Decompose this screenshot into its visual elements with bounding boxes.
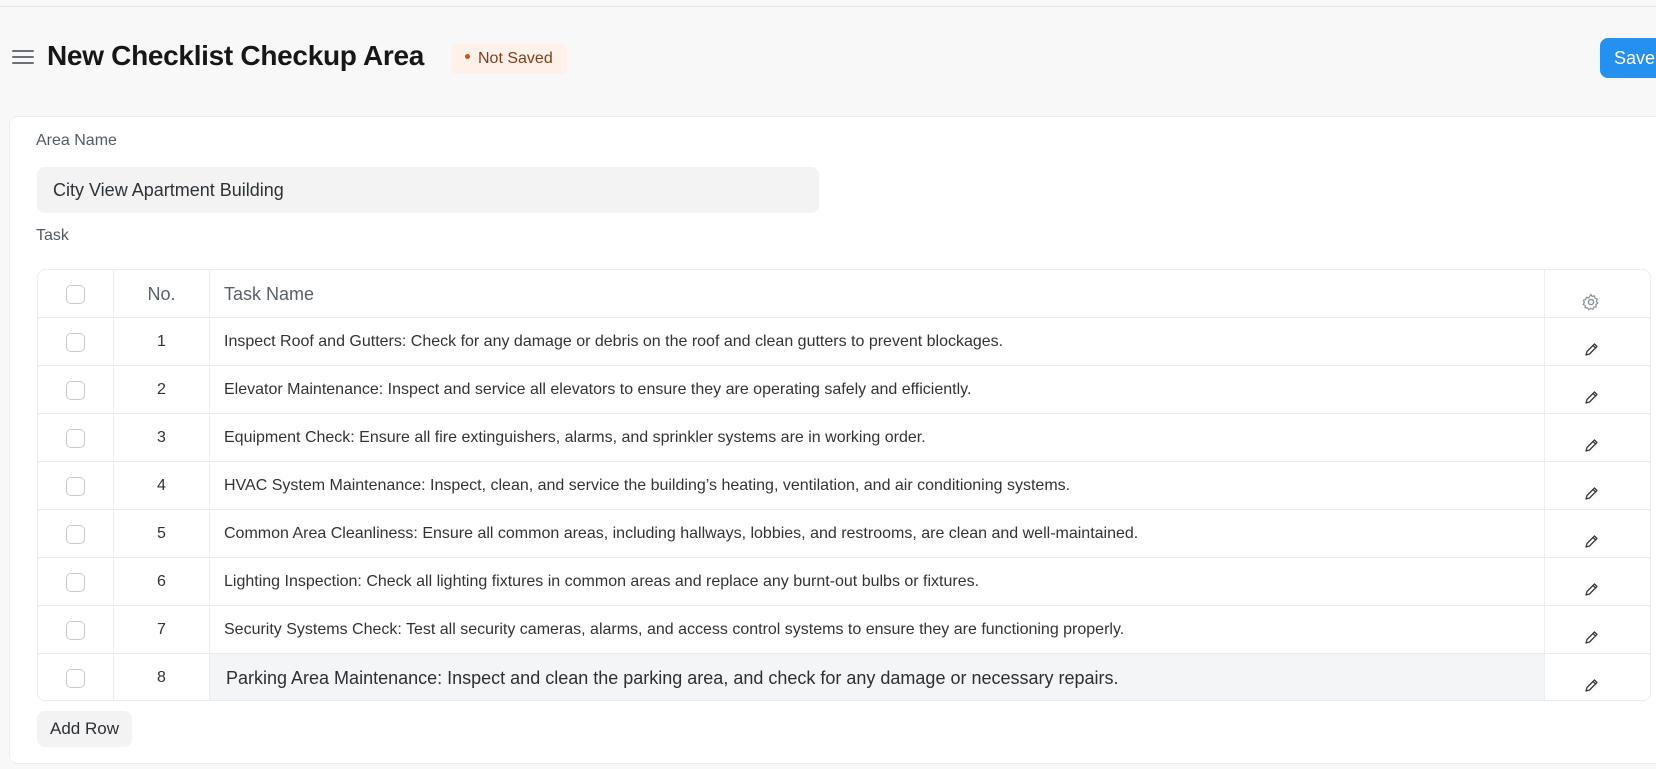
row-check-cell bbox=[38, 366, 114, 414]
page-header bbox=[0, 30, 1656, 86]
column-header-no: No. bbox=[114, 270, 210, 318]
task-name-cell[interactable]: Elevator Maintenance: Inspect and service all elevators to ensure they are operating safely and efficiently. bbox=[210, 366, 1545, 414]
row-number: 4 bbox=[114, 462, 210, 510]
table-row[interactable] bbox=[38, 414, 1651, 462]
row-action-cell bbox=[1545, 606, 1651, 654]
row-check-cell bbox=[38, 654, 114, 701]
hamburger-menu-icon[interactable] bbox=[12, 48, 34, 66]
task-name-cell[interactable]: Security Systems Check: Test all security cameras, alarms, and access control systems to ensure they are functioning properly. bbox=[210, 606, 1545, 654]
row-action-cell bbox=[1545, 414, 1651, 462]
status-badge bbox=[451, 44, 567, 74]
column-header-task-name: Task Name bbox=[210, 270, 1545, 318]
row-checkbox[interactable] bbox=[66, 621, 85, 640]
table-row[interactable] bbox=[38, 366, 1651, 414]
edit-pencil-icon[interactable] bbox=[1581, 428, 1601, 448]
task-name-cell[interactable]: HVAC System Maintenance: Inspect, clean, and service the building’s heating, ventilation, and air conditioning systems. bbox=[210, 462, 1545, 510]
task-name-input[interactable]: Parking Area Maintenance: Inspect and clean the parking area, and check for any damage or necessary repairs. bbox=[210, 654, 1545, 701]
row-checkbox[interactable] bbox=[66, 573, 85, 592]
area-name-label: Area Name bbox=[36, 132, 117, 149]
row-checkbox[interactable] bbox=[66, 333, 85, 352]
edit-pencil-icon[interactable] bbox=[1581, 332, 1601, 352]
edit-pencil-icon[interactable] bbox=[1581, 668, 1601, 688]
row-check-cell bbox=[38, 462, 114, 510]
table-row[interactable] bbox=[38, 318, 1651, 366]
row-number: 6 bbox=[114, 558, 210, 606]
table-row[interactable] bbox=[38, 462, 1651, 510]
status-dot-icon bbox=[465, 54, 470, 59]
row-check-cell bbox=[38, 510, 114, 558]
row-checkbox[interactable] bbox=[66, 669, 85, 688]
row-checkbox[interactable] bbox=[66, 477, 85, 496]
row-number: 8 bbox=[114, 654, 210, 701]
row-checkbox[interactable] bbox=[66, 525, 85, 544]
edit-pencil-icon[interactable] bbox=[1581, 380, 1601, 400]
task-table bbox=[37, 269, 1651, 701]
edit-pencil-icon[interactable] bbox=[1581, 572, 1601, 592]
row-checkbox[interactable] bbox=[66, 381, 85, 400]
header-check-cell bbox=[38, 270, 114, 318]
area-name-field[interactable]: City View Apartment Building bbox=[37, 167, 819, 213]
task-name-cell[interactable]: Lighting Inspection: Check all lighting fixtures in common areas and replace any burnt-out bulbs or fixtures. bbox=[210, 558, 1545, 606]
table-row[interactable] bbox=[38, 510, 1651, 558]
row-number: 7 bbox=[114, 606, 210, 654]
save-button[interactable]: Save bbox=[1600, 38, 1656, 78]
row-number: 1 bbox=[114, 318, 210, 366]
gear-icon[interactable] bbox=[1581, 284, 1601, 304]
row-action-cell bbox=[1545, 366, 1651, 414]
row-action-cell bbox=[1545, 510, 1651, 558]
header-action-cell bbox=[1545, 270, 1651, 318]
row-check-cell bbox=[38, 606, 114, 654]
edit-pencil-icon[interactable] bbox=[1581, 524, 1601, 544]
row-number: 5 bbox=[114, 510, 210, 558]
row-action-cell bbox=[1545, 654, 1651, 701]
table-header-row bbox=[38, 270, 1651, 318]
row-check-cell bbox=[38, 318, 114, 366]
status-badge-label: Not Saved bbox=[478, 50, 553, 67]
table-row[interactable] bbox=[38, 606, 1651, 654]
task-name-cell[interactable]: Common Area Cleanliness: Ensure all common areas, including hallways, lobbies, and restrooms, are clean and well-maintained. bbox=[210, 510, 1545, 558]
row-checkbox[interactable] bbox=[66, 429, 85, 448]
add-row-button[interactable]: Add Row bbox=[37, 711, 132, 747]
row-number: 3 bbox=[114, 414, 210, 462]
form-card bbox=[9, 116, 1656, 764]
row-check-cell bbox=[38, 414, 114, 462]
row-number: 2 bbox=[114, 366, 210, 414]
task-name-cell[interactable]: Inspect Roof and Gutters: Check for any damage or debris on the roof and clean gutters to prevent blockages. bbox=[210, 318, 1545, 366]
row-check-cell bbox=[38, 558, 114, 606]
row-action-cell bbox=[1545, 462, 1651, 510]
edit-pencil-icon[interactable] bbox=[1581, 620, 1601, 640]
select-all-checkbox[interactable] bbox=[66, 285, 85, 304]
task-label: Task bbox=[36, 227, 69, 244]
row-action-cell bbox=[1545, 318, 1651, 366]
task-name-cell[interactable]: Equipment Check: Ensure all fire extinguishers, alarms, and sprinkler systems are in working order. bbox=[210, 414, 1545, 462]
table-row[interactable] bbox=[38, 558, 1651, 606]
row-action-cell bbox=[1545, 558, 1651, 606]
table-row-editing[interactable] bbox=[38, 654, 1651, 701]
page-title: New Checklist Checkup Area bbox=[47, 40, 425, 71]
top-divider bbox=[0, 6, 1656, 7]
edit-pencil-icon[interactable] bbox=[1581, 476, 1601, 496]
